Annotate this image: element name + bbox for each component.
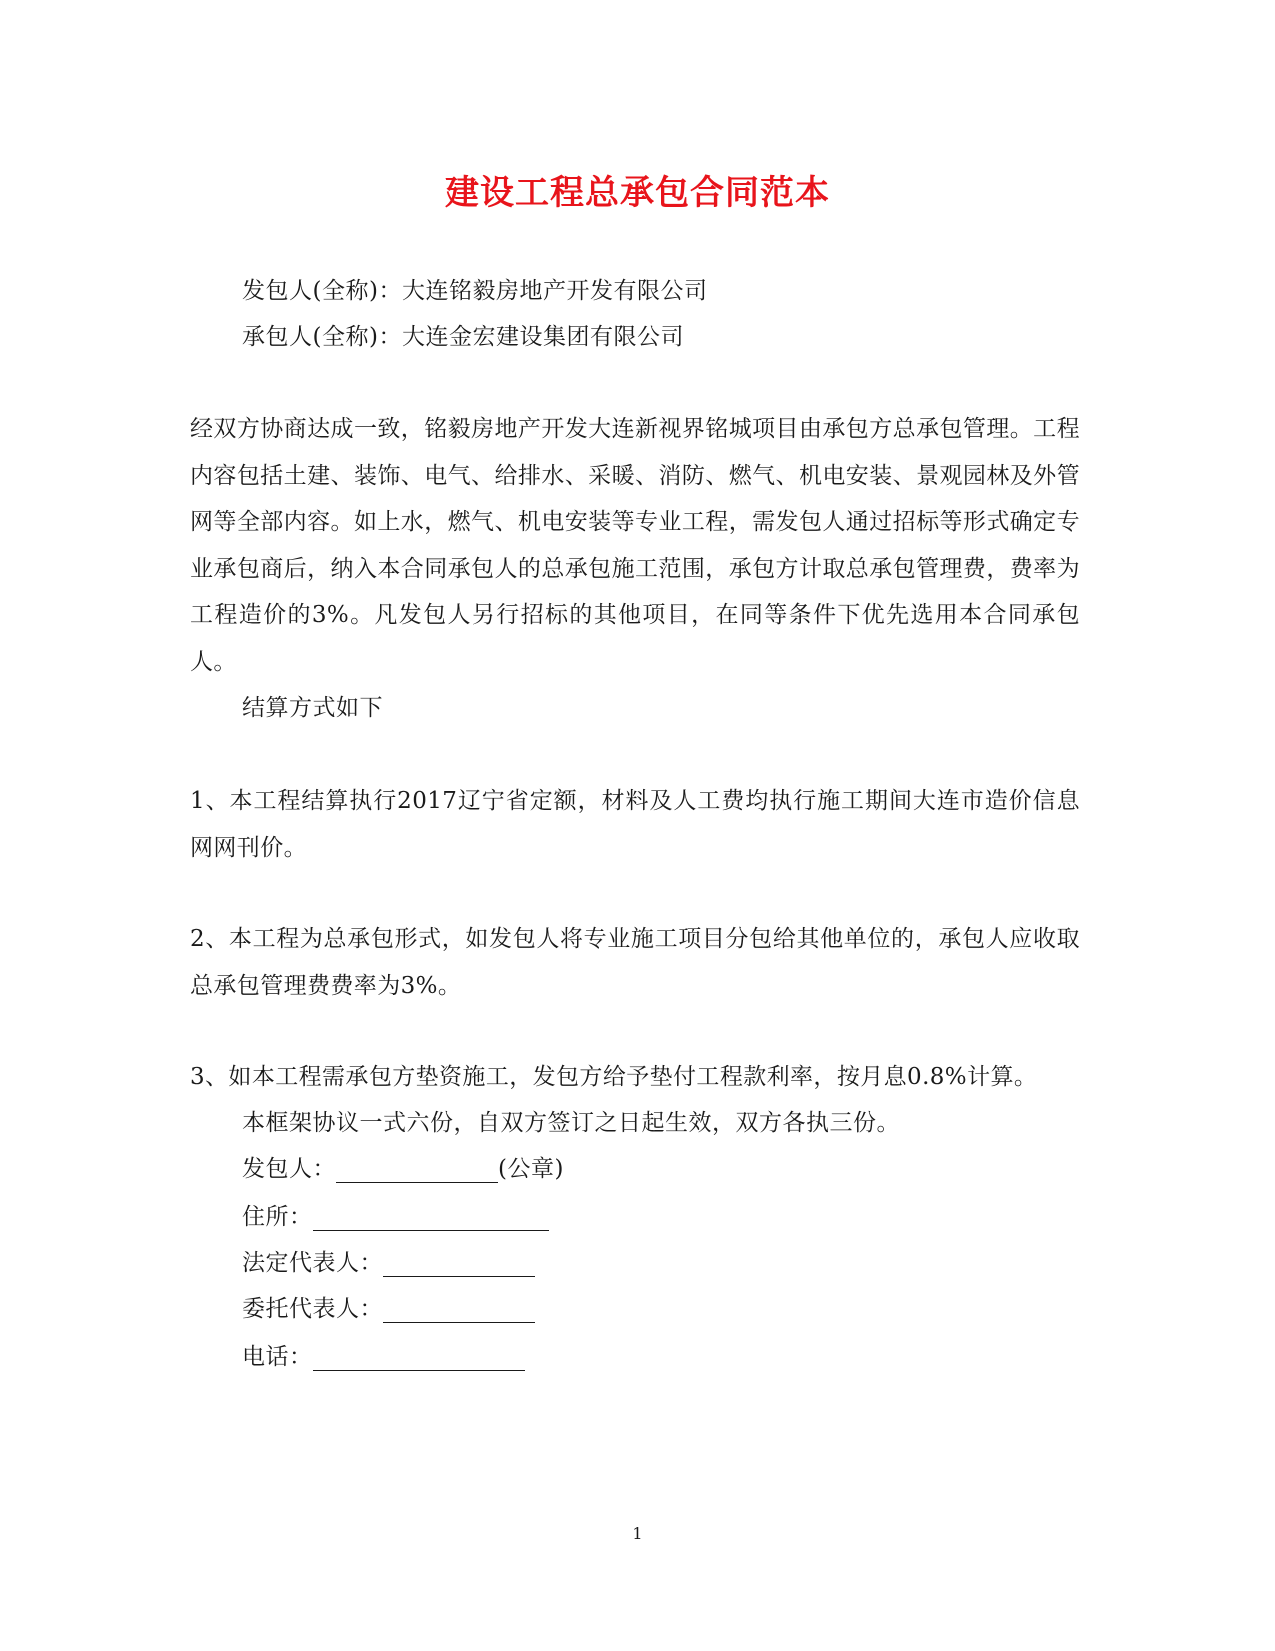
seal-label: (公章) (498, 1156, 564, 1182)
legal-rep-blank[interactable] (383, 1248, 535, 1277)
employer-signature-row (242, 1146, 564, 1192)
legal-rep-row (242, 1240, 535, 1286)
settlement-heading: 结算方式如下 (242, 695, 383, 721)
phone-blank[interactable] (313, 1342, 525, 1371)
address-blank[interactable] (313, 1202, 549, 1231)
employer-signature-blank[interactable] (336, 1154, 498, 1183)
address-label: 住所： (242, 1204, 313, 1230)
clause-1: 1、本工程结算执行2017辽宁省定额，材料及人工费均执行施工期间大连市造价信息网网刊价。 (190, 788, 1080, 861)
framework-note: 本框架协议一式六份，自双方签订之日起生效，双方各执三份。 (242, 1110, 900, 1136)
phone-row (242, 1334, 525, 1380)
clause-2: 2、本工程为总承包形式，如发包人将专业施工项目分包给其他单位的，承包人应收取总承包管理费费率为3%。 (190, 926, 1080, 999)
legal-rep-label: 法定代表人： (242, 1250, 383, 1276)
contractor-line: 承包人(全称)：大连金宏建设集团有限公司 (242, 324, 684, 350)
phone-label: 电话： (242, 1344, 313, 1370)
document-title: 建设工程总承包合同范本 (445, 173, 830, 213)
page-number: 1 (632, 1524, 643, 1543)
employer-signature-label: 发包人： (242, 1156, 336, 1182)
clause-3: 3、如本工程需承包方垫资施工，发包方给予垫付工程款利率，按月息0.8%计算。 (190, 1064, 1038, 1090)
entrusted-rep-row (242, 1286, 535, 1332)
employer-line: 发包人(全称)：大连铭毅房地产开发有限公司 (242, 278, 708, 304)
address-row (242, 1194, 549, 1240)
intro-paragraph: 经双方协商达成一致，铭毅房地产开发大连新视界铭城项目由承包方总承包管理。工程内容包括土建、装饰、电气、给排水、采暖、消防、燃气、机电安装、景观园林及外管网等全部内容。如上水，燃气、机电安装等专业工程，需发包人通过招标等形式确定专业承包商后，纳入本合同承包人的总承包施工范围，承包方计取总承包管理费，费率为工程造价的3%。凡发包人另行招标的其他项目，在同等条件下优先选用本合同承包人。 (190, 416, 1080, 675)
entrusted-rep-label: 委托代表人： (242, 1296, 383, 1322)
entrusted-rep-blank[interactable] (383, 1294, 535, 1323)
